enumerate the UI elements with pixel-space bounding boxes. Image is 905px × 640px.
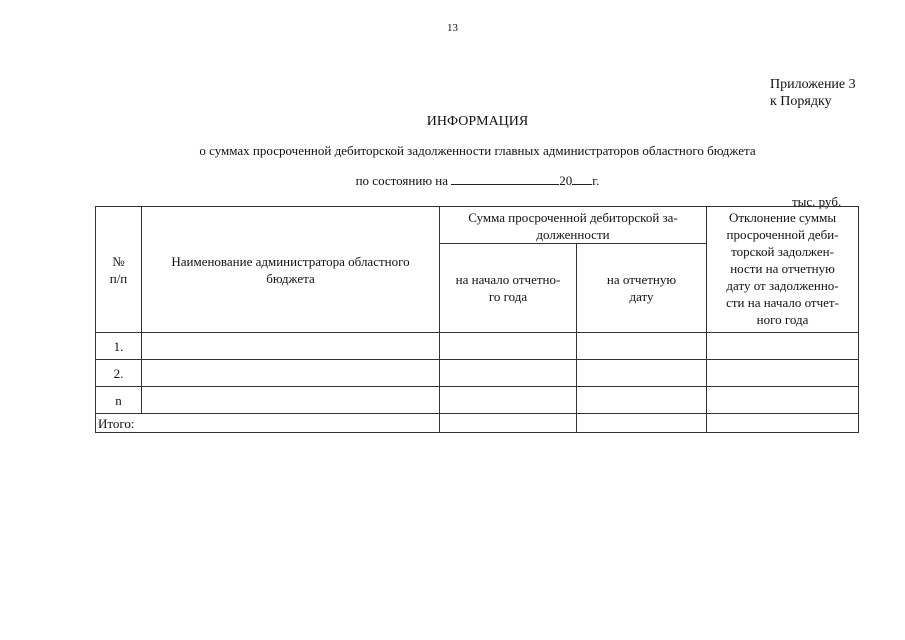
row-cell-reporting xyxy=(577,387,707,414)
year-blank-field xyxy=(572,172,592,185)
header-reporting-date-line-1: на отчетную xyxy=(606,272,677,287)
row-cell-name xyxy=(142,333,440,360)
header-start-of-year xyxy=(440,244,577,333)
header-number-line-1: № xyxy=(112,253,125,269)
header-deviation-line-3: торской задолжен- xyxy=(731,244,834,259)
header-deviation xyxy=(707,207,859,333)
total-cell-start xyxy=(440,414,577,433)
row-cell-deviation xyxy=(707,333,859,360)
total-cell-deviation xyxy=(707,414,859,433)
header-start-of-year-line-1: на начало отчетно- xyxy=(455,272,561,287)
row-cell-start xyxy=(440,333,577,360)
row-number: 1. xyxy=(96,333,142,360)
header-overdue-sum-line-1: Сумма просроченной дебиторской за- xyxy=(468,210,678,225)
debt-info-table xyxy=(95,206,859,433)
header-deviation-line-4: ности на отчетную xyxy=(730,261,835,276)
row-cell-reporting xyxy=(577,360,707,387)
header-number-line-2: п/п xyxy=(109,270,128,286)
document-title: ИНФОРМАЦИЯ xyxy=(426,114,529,129)
total-row xyxy=(96,414,859,433)
row-cell-deviation xyxy=(707,387,859,414)
appendix-line-1: Приложение 3 xyxy=(770,77,856,92)
document-subtitle: о суммах просроченной дебиторской задолженности главных администраторов областного бюджета xyxy=(199,143,756,158)
units-label: тыс. руб. xyxy=(792,194,842,209)
header-deviation-line-1: Отклонение суммы xyxy=(728,210,837,225)
table-row xyxy=(96,387,859,414)
header-overdue-sum xyxy=(440,207,707,244)
header-admin-name-line-1: Наименование администратора областного xyxy=(171,253,410,269)
table-row xyxy=(96,333,859,360)
header-deviation-line-2: просроченной деби- xyxy=(726,227,839,242)
header-deviation-line-5: дату от задолженно- xyxy=(726,278,839,293)
header-deviation-line-6: сти на начало отчет- xyxy=(726,295,839,310)
header-start-of-year-line-2: го года xyxy=(488,289,528,304)
header-row-1 xyxy=(96,207,859,244)
year-suffix: г. xyxy=(592,173,600,188)
row-cell-name xyxy=(142,387,440,414)
row-cell-start xyxy=(440,360,577,387)
header-deviation-line-7: ного года xyxy=(756,312,809,327)
header-number xyxy=(96,207,142,333)
table-row xyxy=(96,360,859,387)
date-blank-field xyxy=(451,172,559,185)
header-admin-name-line-2: бюджета xyxy=(266,270,315,286)
as-of-date-line xyxy=(0,172,905,189)
appendix-note xyxy=(770,76,856,110)
row-cell-start xyxy=(440,387,577,414)
row-cell-reporting xyxy=(577,333,707,360)
year-prefix: 20 xyxy=(559,173,573,188)
header-admin-name xyxy=(142,207,440,333)
appendix-line-2: к Порядку xyxy=(770,94,832,109)
header-reporting-date-line-2: дату xyxy=(629,289,654,304)
row-number: n xyxy=(96,387,142,414)
as-of-prefix: по состоянию на xyxy=(355,173,449,188)
page-number: 13 xyxy=(447,22,458,34)
total-label: Итого: xyxy=(96,414,440,433)
row-number: 2. xyxy=(96,360,142,387)
header-overdue-sum-line-2: долженности xyxy=(536,227,610,242)
row-cell-name xyxy=(142,360,440,387)
total-cell-reporting xyxy=(577,414,707,433)
header-reporting-date xyxy=(577,244,707,333)
row-cell-deviation xyxy=(707,360,859,387)
